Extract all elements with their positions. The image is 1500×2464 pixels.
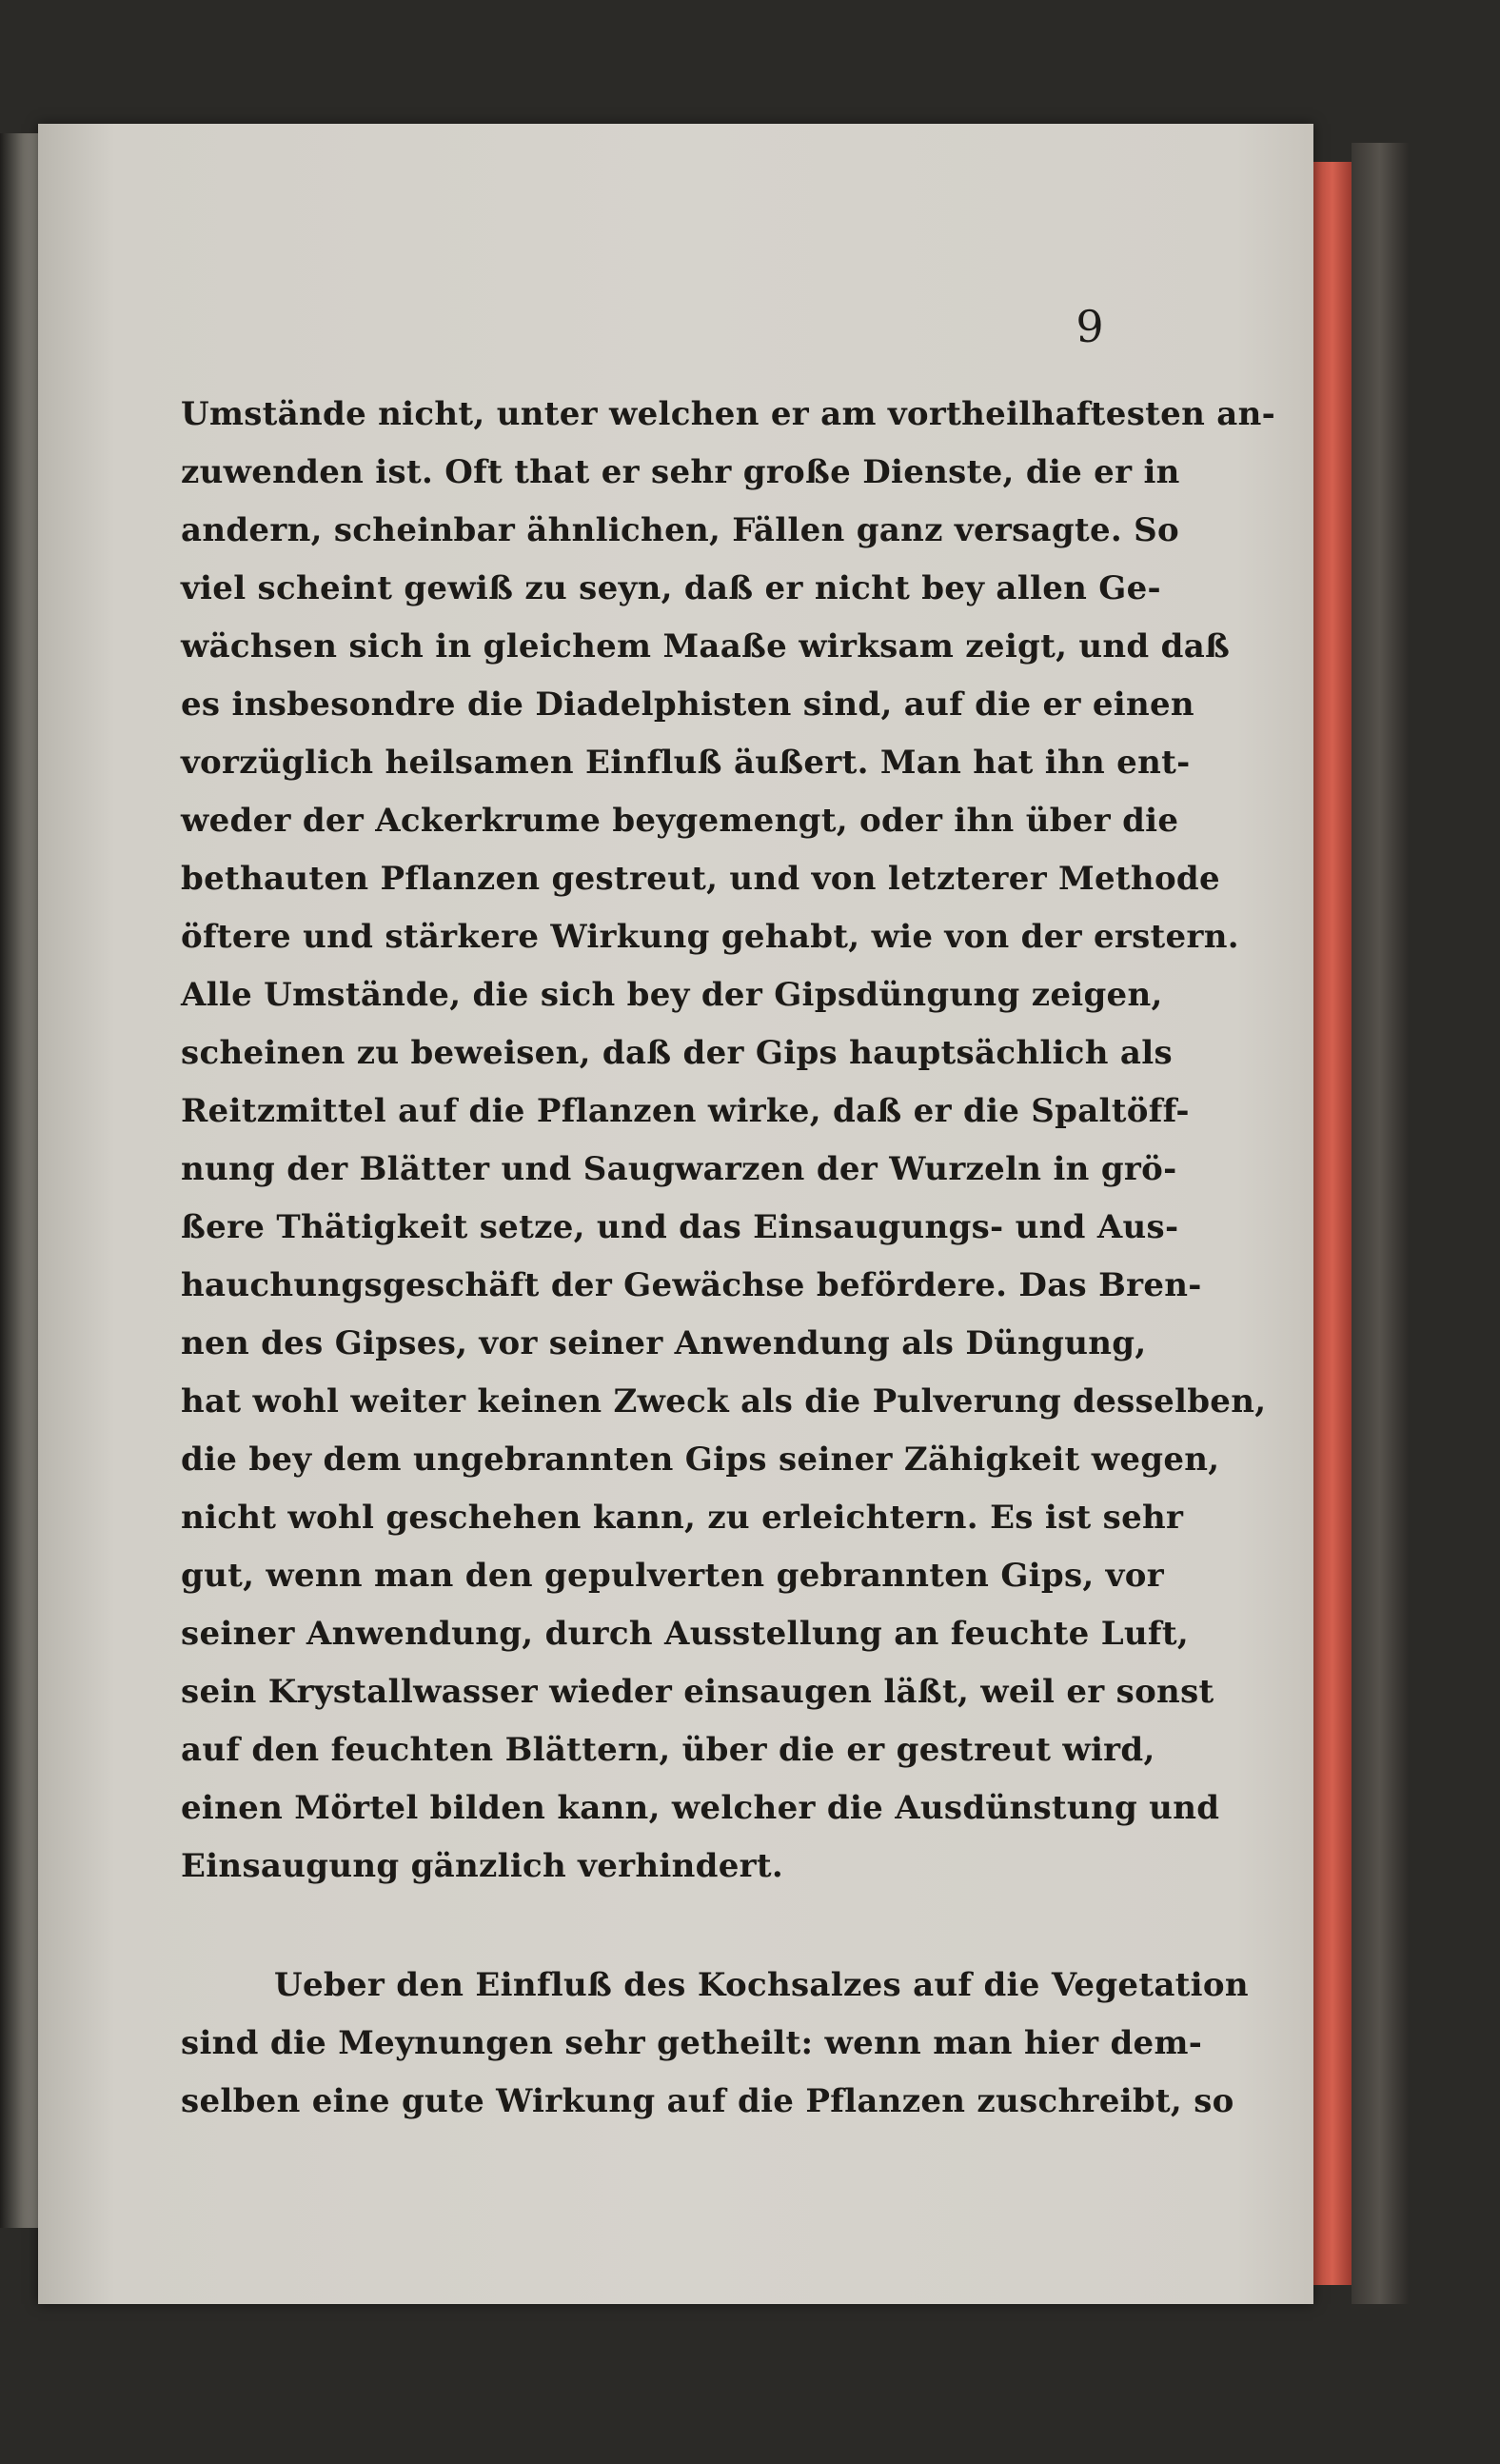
text-line: viel scheint gewiß zu seyn, daß er nicht bey allen Ge-	[181, 569, 1161, 607]
text-line: einen Mörtel bilden kann, welcher die Ausdünstung und	[181, 1789, 1220, 1827]
text-line: sein Krystallwasser wieder einsaugen läßt, weil er sonst	[181, 1673, 1214, 1711]
text-line: sind die Meynungen sehr getheilt: wenn man hier dem-	[181, 2024, 1203, 2062]
text-line: auf den feuchten Blättern, über die er gestreut wird,	[181, 1731, 1155, 1769]
book-red-edge	[1313, 162, 1352, 2285]
text-line: bethauten Pflanzen gestreut, und von letzterer Methode	[181, 860, 1220, 898]
text-line: vorzüglich heilsamen Einfluß äußert. Man hat ihn ent-	[181, 744, 1191, 782]
paragraph-1	[181, 386, 1276, 1896]
text-line: ßere Thätigkeit setze, und das Einsaugungs- und Aus-	[181, 1208, 1179, 1246]
paragraph-gap	[181, 1896, 1099, 1957]
text-line: zuwenden ist. Oft that er sehr große Dienste, die er in	[181, 453, 1180, 491]
text-line: nung der Blätter und Saugwarzen der Wurzeln in grö-	[181, 1150, 1177, 1188]
text-line: Alle Umstände, die sich bey der Gipsdüngung zeigen,	[181, 976, 1163, 1014]
text-line: gut, wenn man den gepulverten gebrannten Gips, vor	[181, 1557, 1164, 1595]
text-line: Ueber den Einfluß des Kochsalzes auf die Vegetation	[274, 1966, 1249, 2004]
text-line: selben eine gute Wirkung auf die Pflanzen zuschreibt, so	[181, 2082, 1234, 2120]
text-line: weder der Ackerkrume beygemengt, oder ihn über die	[181, 802, 1179, 840]
page-number: 9	[1076, 301, 1104, 352]
text-line: wächsen sich in gleichem Maaße wirksam zeigt, und daß	[181, 627, 1231, 666]
text-line: nen des Gipses, vor seiner Anwendung als Düngung,	[181, 1324, 1147, 1362]
text-line: die bey dem ungebrannten Gips seiner Zähigkeit wegen,	[181, 1441, 1220, 1479]
text-line: Reitzmittel auf die Pflanzen wirke, daß er die Spaltöff-	[181, 1092, 1190, 1130]
text-line: Umstände nicht, unter welchen er am vortheilhaftesten an-	[181, 395, 1276, 433]
text-line: öftere und stärkere Wirkung gehabt, wie von der erstern.	[181, 918, 1239, 956]
paragraph-2	[181, 1957, 1249, 2131]
book-cover-edge	[1352, 143, 1409, 2304]
page-text	[181, 386, 1276, 2131]
text-line: nicht wohl geschehen kann, zu erleichtern. Es ist sehr	[181, 1499, 1184, 1537]
text-line: hauchungsgeschäft der Gewächse befördere. Das Bren-	[181, 1266, 1202, 1304]
text-line: hat wohl weiter keinen Zweck als die Pulverung desselben,	[181, 1382, 1267, 1421]
text-line: scheinen zu beweisen, daß der Gips hauptsächlich als	[181, 1034, 1173, 1072]
text-line: Einsaugung gänzlich verhindert.	[181, 1847, 784, 1885]
text-line: andern, scheinbar ähnlichen, Fällen ganz versagte. So	[181, 511, 1179, 549]
text-line: seiner Anwendung, durch Ausstellung an feuchte Luft,	[181, 1615, 1189, 1653]
text-line: es insbesondre die Diadelphisten sind, auf die er einen	[181, 686, 1194, 724]
